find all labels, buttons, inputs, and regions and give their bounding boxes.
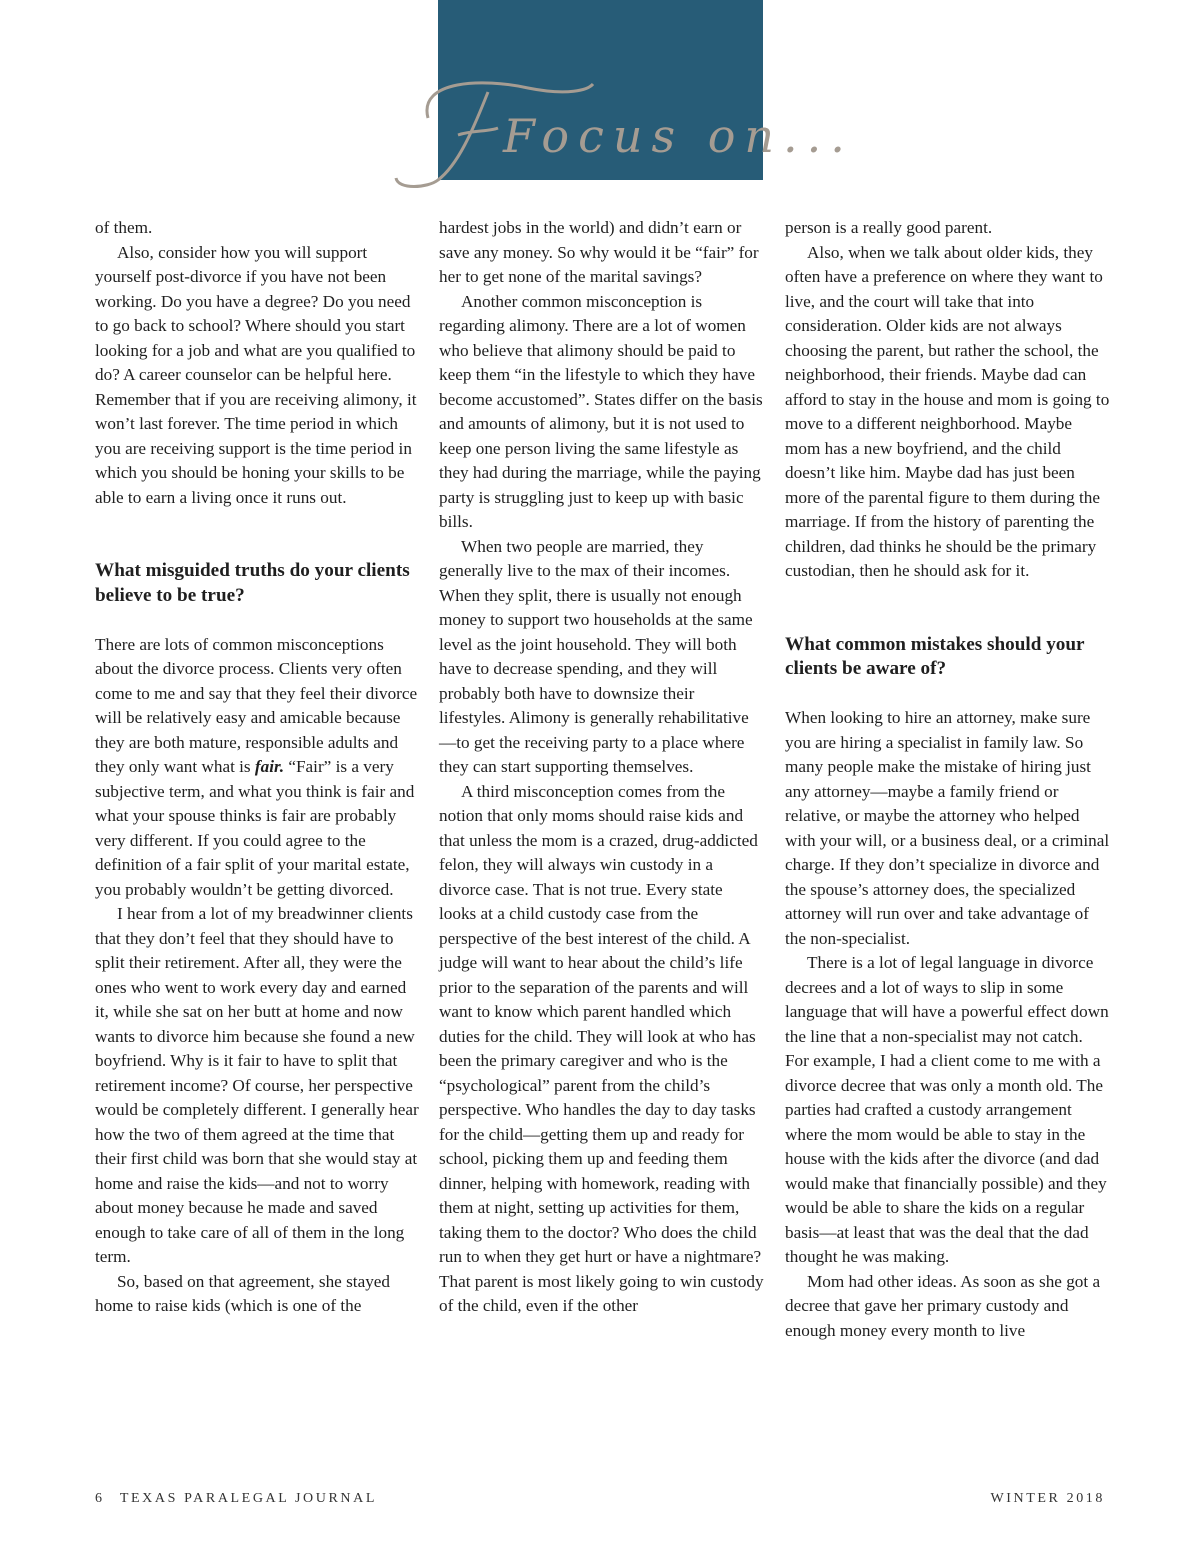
section-heading: What misguided truths do your clients believe to be true? [95, 560, 410, 606]
section-heading: What common mistakes should your clients be aware of? [785, 633, 1085, 679]
issue-date: WINTER 2018 [990, 1491, 1105, 1506]
paragraph: of them. [95, 218, 153, 237]
script-title-text: Focus on... [503, 109, 854, 163]
paragraph: hardest jobs in the world) and didn’t earn or save any money. So why would it be “fair” for her to get none of the marital savings? [439, 218, 759, 286]
article-column-1 [95, 216, 420, 1319]
footer-left [95, 1491, 377, 1507]
paragraph: I hear from a lot of my breadwinner clients that they don’t feel that they should have to split their retirement. After all, they were the ones who went to work every day and earned it, while she sat on her butt at home and now wants to divorce him because she found a new boyfriend. Why is it fair to have to split that retirement income? Of course, her perspective would be completely different. I generally hear how the two of them agreed at the time that their first child was born that she would stay at home and raise the kids—and not to worry about money because he made and saved enough to take care of all of them in the long term. [95, 904, 419, 1266]
article-column-2 [439, 216, 764, 1319]
page-number: 6 [95, 1491, 102, 1506]
paragraph: Another common misconception is regarding alimony. There are a lot of women who believe that alimony should be paid to keep them “in the lifestyle to which they have become accustomed”. States differ on the basis and amounts of alimony, but it is not used to keep one person living the same lifestyle as they had during the marriage, while the paying party is struggling just to keep up with basic bills. [439, 291, 763, 531]
paragraph: Also, when we talk about older kids, they often have a preference on where they want to live, and the court will take that into consideration. Older kids are not always choosing the parent, but rather the school, the neighborhood, their friends. Maybe dad can afford to stay in the house and mom is going to move to a different neighborhood. Maybe mom has a new boyfriend, and the child doesn’t like him. Maybe dad has just been more of the parental figure to them during the marriage. If from the history of parenting the children, dad thinks he should be the primary custodian, then he should ask for it. [785, 242, 1110, 580]
paragraph: When looking to hire an attorney, make sure you are hiring a specialist in family law. So many people make the mistake of hiring just any attorney—maybe a family friend or relative, or maybe the attorney who helped with your will, or a business deal, or a criminal charge. If they don’t specialize in divorce and the spouse’s attorney does, the specialized attorney will run over and take advantage of the non-specialist. [785, 708, 1110, 948]
paragraph: When two people are married, they generally live to the max of their incomes. When they split, there is usually not enough money to support two households at the same level as the joint household. They will both have to decrease spending, and they will probably both have to downsize their lifestyles. Alimony is generally rehabilitative—to get the receiving party to a place where they can start supporting themselves. [439, 536, 753, 776]
focus-on-script-title [388, 70, 854, 195]
paragraph: Mom had other ideas. As soon as she got a decree that gave her primary custody and enough money every month to live [785, 1271, 1101, 1340]
publication-name: TEXAS PARALEGAL JOURNAL [119, 1491, 377, 1506]
paragraph: There is a lot of legal language in divorce decrees and a lot of ways to slip in some language that will have a powerful effect down the line that a non-specialist may not catch. For example, I had a client come to me with a divorce decree that was only a month old. The parties had crafted a custody arrangement where the mom would be able to stay in the house with the kids after the divorce (and dad would make that financially possible) and they would be able to share the kids on a regular basis—at least that was the deal that the dad thought he was making. [785, 953, 1109, 1266]
paragraph: A third misconception comes from the notion that only moms should raise kids and that unless the mom is a crazed, drug-addicted felon, they will always win custody in a divorce case. That is not true. Every state looks at a child custody case from the perspective of the best interest of the child. A judge will want to hear about the child’s life prior to the separation of the parents and will want to know which parent handled which duties for the child. They will look at who has been the primary caregiver and who is the “psychological” parent from the child’s perspective. Who handles the day to day tasks for the child—getting them up and ready for school, picking them up and feeding them dinner, helping with homework, reading with them at night, setting up activities for them, taking them to the doctor? Who does the child run to when they get hurt or have a nightmare? That parent is most likely going to win custody of the child, even if the other [439, 781, 764, 1315]
paragraph: There are lots of common misconceptions about the divorce process. Clients very often come to me and say that they feel their divorce will be relatively easy and amicable because they are both mature, responsible adults and they only want what is fair. “Fair” is a very subjective term, and what you think is fair and what your spouse thinks is fair are probably very different. If you could agree to the definition of a fair split of your marital estate, you probably wouldn’t be getting divorced. [95, 634, 418, 899]
paragraph: Also, consider how you will support yourself post-divorce if you have not been working. Do you have a degree? Do you need to go back to school? Where should you start looking for a job and what are you qualified to do? A career counselor can be helpful here. Remember that if you are receiving alimony, it won’t last forever. The time period in which you are receiving support is the time period in which you should be honing your skills to be able to earn a living once it runs out. [95, 242, 417, 507]
paragraph: person is a really good parent. [785, 218, 993, 237]
emphasis-fair: fair. [254, 757, 285, 776]
paragraph: So, based on that agreement, she stayed home to raise kids (which is one of the [95, 1271, 391, 1315]
article-column-3 [785, 216, 1110, 1343]
